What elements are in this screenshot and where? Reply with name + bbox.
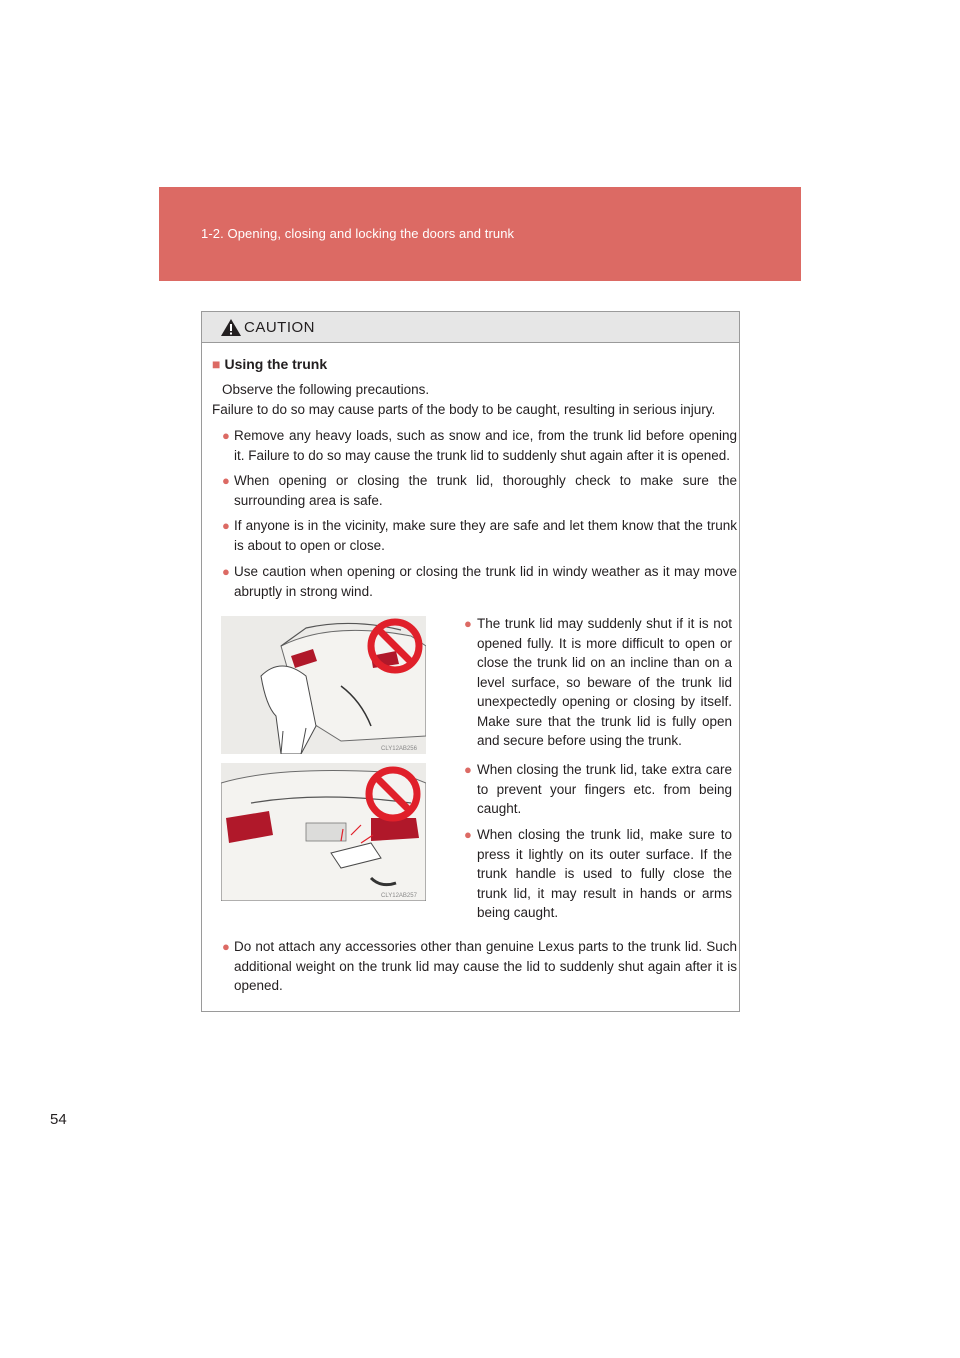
section-heading: ■ Using the trunk [212, 356, 328, 372]
bullet-dot-icon: ● [464, 616, 472, 631]
bullet-item: ● If anyone is in the vicinity, make sure they are safe and let them know that the trunk is about to open or close. [222, 518, 737, 553]
illustration-bullet-item: ● The trunk lid may suddenly shut if it is not opened fully. It is more difficult to open or close the trunk lid on an incline than on a level surface, so beware of the trunk lid unexpectedly opening or closing by itself. Make sure that the trunk lid is fully open and secure before using the trunk. [464, 616, 732, 748]
bullet-dot-icon: ● [464, 827, 472, 842]
intro-line: Observe the following precautions. [222, 382, 430, 397]
illustration-code: CLY12AB256 [381, 746, 417, 752]
bullet-item: ● Use caution when opening or closing the trunk lid in windy weather as it may move abruptly in strong wind. [222, 564, 737, 599]
chapter-header-band [159, 187, 801, 281]
warning-triangle-icon [220, 318, 242, 337]
bullet-dot-icon: ● [222, 564, 230, 579]
illustration-bullet-item: ● When closing the trunk lid, take extra care to prevent your fingers etc. from being caught. [464, 762, 732, 816]
bullet-dot-icon: ● [222, 518, 230, 533]
bullet-dot-icon: ● [222, 428, 230, 443]
bullet-item: ● Remove any heavy loads, such as snow and ice, from the trunk lid before opening it. Failure to do so may cause the trunk lid to suddenly shut again after it is opened. [222, 428, 737, 463]
bullet-dot-icon: ● [222, 473, 230, 488]
chapter-section-title: 1-2. Opening, closing and locking the doors and trunk [201, 226, 515, 241]
caution-box [201, 311, 740, 1012]
bullet-dot-icon: ● [464, 762, 472, 777]
illustration-code: CLY12AB257 [381, 893, 417, 899]
caution-label: CAUTION [244, 319, 315, 336]
intro-line: Failure to do so may cause parts of the body to be caught, resulting in serious injury. [212, 401, 716, 417]
car-trunk-illustration [221, 616, 426, 754]
bullet-item: ● When opening or closing the trunk lid, thoroughly check to make sure the surrounding area is safe. [222, 473, 737, 508]
intro-text [212, 380, 737, 419]
square-bullet-icon: ■ [212, 356, 221, 372]
illustration-trunk-hand-caught [221, 763, 426, 901]
illustration-bullet-item: ● When closing the trunk lid, make sure to press it lightly on its outer surface. If the trunk handle is used to fully close the trunk lid, it may result in hands or arms being caught. [464, 827, 732, 920]
illustration-trunk-head-caught [221, 616, 426, 754]
bullet-dot-icon: ● [222, 939, 230, 954]
bullet-item: ● Do not attach any accessories other than genuine Lexus parts to the trunk lid. Such additional weight on the trunk lid may cause the lid to suddenly shut again after it is opened. [222, 939, 737, 993]
caution-header [202, 312, 739, 343]
page-number: 54 [50, 1111, 67, 1128]
car-trunk-illustration [221, 763, 426, 901]
